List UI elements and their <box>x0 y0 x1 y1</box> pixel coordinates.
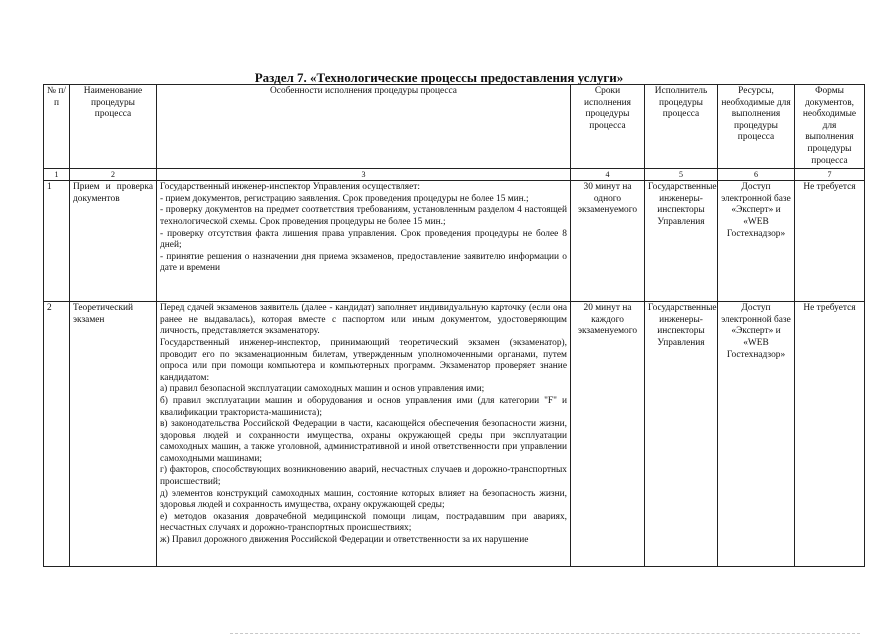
details-line: - принятие решения о назначении дня приема экзаменов, предоставление заявителю информации о дате и времени <box>160 251 567 274</box>
details-line: Государственный инженер-инспектор, принимающий теоретический экзамен (экзаменатор), проводит его по экзаменационным билетам, утвержденным уполномоченными органами, путем опроса или при помощи компьютера и компьютерных программ. Экзаменатор проверяет знание кандидатом: <box>160 337 567 383</box>
details-line: Перед сдачей экзаменов заявитель (далее - кандидат) заполняет индивидуальную карточку (если она ранее не выдавалась), которая вместе с паспортом или иным документом, удостоверяющим личность, представляется экзаменатору. <box>160 303 567 337</box>
column-number: 5 <box>645 169 718 181</box>
row-number: 2 <box>44 302 70 567</box>
column-number: 3 <box>157 169 571 181</box>
process-table <box>43 84 865 567</box>
procedure-executor: Государственные инженеры-инспекторы Управления <box>645 181 718 302</box>
header-executor: Исполнитель процедуры процесса <box>645 85 718 169</box>
header-resources: Ресурсы, необходимые для выполнения процедуры процесса <box>718 85 795 169</box>
details-line: ж) Правил дорожного движения Российской Федерации и ответственности за их нарушение <box>160 535 529 546</box>
details-line: в) законодательства Российской Федерации в части, касающейся обеспечения безопасности жизни, здоровья людей и сохранности имущества, охраны окружающей среды при эксплуатации самоходных машин, а также уголовной, административной и иной ответственности при управлении самоходными машинами; <box>160 419 567 464</box>
section-title: Раздел 7. «Технологические процессы предоставления услуги» <box>254 70 624 85</box>
procedure-forms: Не требуется <box>795 302 865 567</box>
column-number: 2 <box>70 169 157 181</box>
procedure-details <box>157 181 571 302</box>
details-line: г) факторов, способствующих возникновению аварий, несчастных случаев и дорожно-транспортных происшествий; <box>160 465 567 488</box>
procedure-details <box>157 302 571 567</box>
column-number: 1 <box>44 169 70 181</box>
procedure-term: 30 минут на одного экзаменуемого <box>571 181 645 302</box>
details-line: Государственный инженер-инспектор Управления осуществляет: <box>160 182 420 193</box>
header-row <box>44 85 865 169</box>
scan-artifact-line <box>230 633 860 634</box>
procedure-resources: Доступ электронной базе «Эксперт» и «WEB Гостехнадзор» <box>718 181 795 302</box>
procedure-resources: Доступ электронной базе «Эксперт» и «WEB Гостехнадзор» <box>718 302 795 567</box>
procedure-executor: Государственные инженеры-инспекторы Управления <box>645 302 718 567</box>
procedure-name: Теоретический экзамен <box>70 302 157 567</box>
procedure-term: 20 минут на каждого экзаменуемого <box>571 302 645 567</box>
header-procedure-name: Наименование процедуры процесса <box>70 85 157 169</box>
column-number: 7 <box>795 169 865 181</box>
procedure-name: Прием и проверка документов <box>70 181 157 302</box>
details-line: е) методов оказания доврачебной медицинской помощи лицам, пострадавшим при авариях, несчастных случаях и дорожно-транспортных происшествиях; <box>160 511 567 534</box>
header-term: Сроки исполнения процедуры процесса <box>571 85 645 169</box>
header-forms: Формы документов, необходимые для выполнения процедуры процесса <box>795 85 865 169</box>
details-line: б) правил эксплуатации машин и оборудования и основ управления ими (для категории "F" и квалификации тракториста-машиниста); <box>160 395 567 418</box>
header-details: Особенности исполнения процедуры процесса <box>157 85 571 169</box>
details-line: - проверку отсутствия факта лишения права управления. Срок проведения процедуры не более 8 дней; <box>160 228 567 251</box>
details-line: д) элементов конструкций самоходных машин, состояние которых влияет на безопасность жизни, здоровья людей и сохранность имущества, охрану окружающей среды; <box>160 488 567 511</box>
table-row <box>44 181 865 302</box>
table-row <box>44 302 865 567</box>
details-line: - проверку документов на предмет соответствия требованиям, установленным разделом 4 настоящей технологической схемы. Срок проведения процедуры не более 15 мин.; <box>160 205 567 227</box>
header-number: № п/п <box>44 85 70 169</box>
details-line: - прием документов, регистрацию заявления. Срок проведения процедуры не более 15 мин.; <box>160 193 529 204</box>
row-number: 1 <box>44 181 70 302</box>
column-number: 6 <box>718 169 795 181</box>
column-number-row <box>44 169 865 181</box>
details-line: а) правил безопасной эксплуатации самоходных машин и основ управления ими; <box>160 384 485 395</box>
procedure-forms: Не требуется <box>795 181 865 302</box>
column-number: 4 <box>571 169 645 181</box>
